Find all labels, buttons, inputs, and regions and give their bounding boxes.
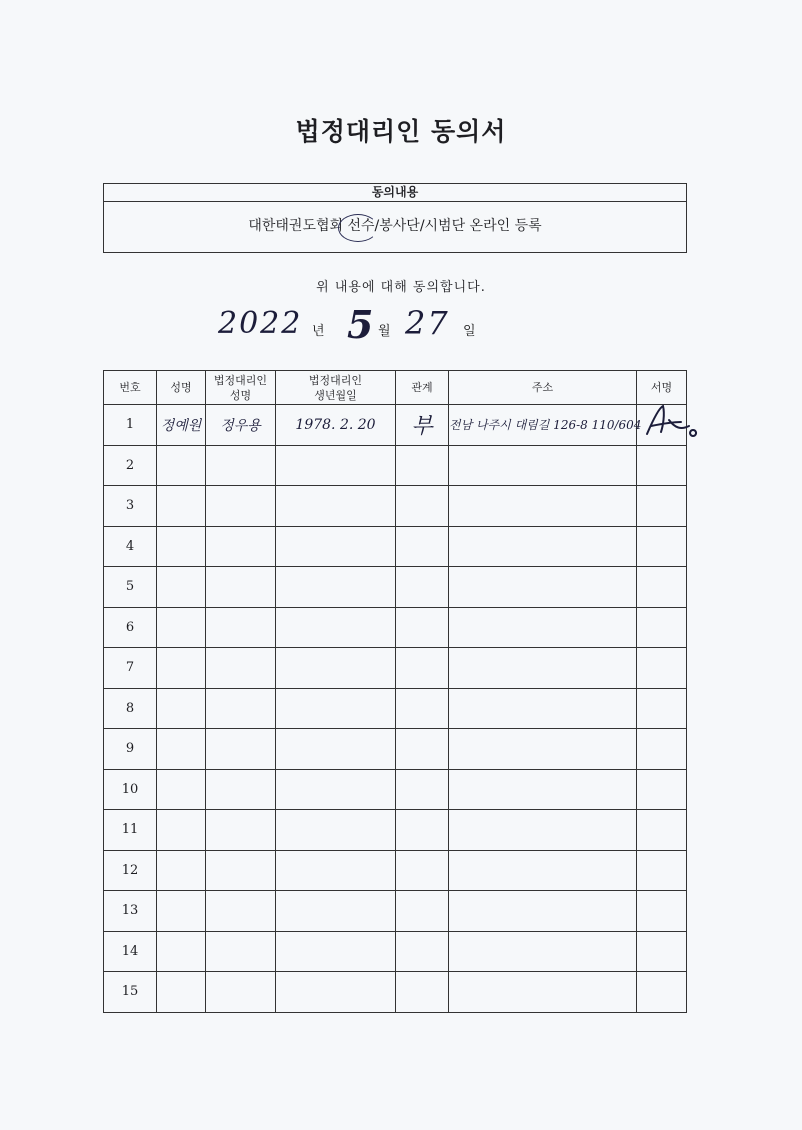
consent-box-text: 대한태권도협회 선수/봉사단/시범단 온라인 등록 <box>248 218 542 234</box>
signature-cell <box>637 769 687 810</box>
guardian-name <box>206 891 276 932</box>
guardian-name <box>206 850 276 891</box>
table-row <box>104 729 687 770</box>
signature-cell <box>637 567 687 608</box>
row-number: 1 <box>104 405 157 446</box>
row-number: 12 <box>104 850 157 891</box>
address <box>449 891 637 932</box>
handwritten-circle-mark <box>338 214 378 242</box>
row-number: 10 <box>104 769 157 810</box>
guardian-name <box>206 769 276 810</box>
guardian-birthdate: 1978. 2. 20 <box>276 405 396 446</box>
header-signature: 서명 <box>637 371 687 405</box>
row-number: 3 <box>104 486 157 527</box>
student-name <box>157 526 206 567</box>
address <box>449 810 637 851</box>
relation <box>396 972 449 1013</box>
table-row <box>104 850 687 891</box>
table-row <box>104 567 687 608</box>
address <box>449 567 637 608</box>
student-name <box>157 688 206 729</box>
guardian-name <box>206 688 276 729</box>
address <box>449 607 637 648</box>
header-guardian-birthdate: 법정대리인 생년월일 <box>276 371 396 405</box>
relation <box>396 486 449 527</box>
relation <box>396 688 449 729</box>
handwritten-year: 2022 <box>218 306 303 341</box>
student-name <box>157 891 206 932</box>
row-number: 2 <box>104 445 157 486</box>
relation <box>396 648 449 689</box>
guardian-birthdate <box>276 526 396 567</box>
address <box>449 648 637 689</box>
guardian-birthdate <box>276 486 396 527</box>
student-name <box>157 648 206 689</box>
table-row <box>104 445 687 486</box>
table-row <box>104 931 687 972</box>
row-number: 5 <box>104 567 157 608</box>
guardian-birthdate <box>276 850 396 891</box>
guardian-name <box>206 931 276 972</box>
table-row <box>104 405 687 446</box>
page-title: 법정대리인 동의서 <box>295 117 507 146</box>
address <box>449 972 637 1013</box>
guardian-birthdate <box>276 607 396 648</box>
address <box>449 769 637 810</box>
signature-cell <box>637 486 687 527</box>
guardian-birthdate <box>276 729 396 770</box>
header-name: 성명 <box>157 371 206 405</box>
consent-box-header: 동의내용 <box>104 184 686 202</box>
year-unit: 년 <box>312 324 325 339</box>
date-line <box>0 300 802 360</box>
table-row <box>104 526 687 567</box>
row-number: 9 <box>104 729 157 770</box>
relation <box>396 891 449 932</box>
table-row <box>104 891 687 932</box>
student-name <box>157 931 206 972</box>
relation <box>396 931 449 972</box>
relation: 부 <box>396 405 449 446</box>
relation <box>396 526 449 567</box>
address <box>449 445 637 486</box>
signature-cell <box>637 445 687 486</box>
guardian-name: 정우용 <box>206 405 276 446</box>
guardian-birthdate <box>276 648 396 689</box>
signature-cell <box>637 850 687 891</box>
consent-box-body <box>104 202 686 252</box>
table-header-row <box>104 371 687 405</box>
signature-cell <box>637 526 687 567</box>
guardian-name <box>206 607 276 648</box>
header-address: 주소 <box>449 371 637 405</box>
relation <box>396 567 449 608</box>
table-row <box>104 972 687 1013</box>
table-row <box>104 688 687 729</box>
row-number: 15 <box>104 972 157 1013</box>
address <box>449 850 637 891</box>
guardian-name <box>206 445 276 486</box>
guardian-name <box>206 486 276 527</box>
signature-cell <box>637 972 687 1013</box>
relation <box>396 445 449 486</box>
student-name <box>157 850 206 891</box>
guardian-birthdate <box>276 972 396 1013</box>
guardian-birthdate <box>276 810 396 851</box>
signature-cell <box>637 607 687 648</box>
guardian-birthdate <box>276 688 396 729</box>
guardian-name <box>206 810 276 851</box>
consent-content-box <box>103 183 687 253</box>
guardian-birthdate <box>276 931 396 972</box>
guardian-birthdate <box>276 567 396 608</box>
table-body <box>104 405 687 1013</box>
table-row <box>104 769 687 810</box>
row-number: 14 <box>104 931 157 972</box>
month-unit: 월 <box>378 324 391 339</box>
table-row <box>104 648 687 689</box>
guardian-name <box>206 648 276 689</box>
relation <box>396 607 449 648</box>
header-guardian-name: 법정대리인 성명 <box>206 371 276 405</box>
address <box>449 526 637 567</box>
guardian-name <box>206 972 276 1013</box>
handwritten-month: 5 <box>347 302 374 347</box>
signature-cell <box>637 729 687 770</box>
guardian-birthdate <box>276 445 396 486</box>
table-row <box>104 607 687 648</box>
student-name <box>157 607 206 648</box>
guardian-name <box>206 729 276 770</box>
address <box>449 931 637 972</box>
student-name <box>157 972 206 1013</box>
address <box>449 729 637 770</box>
row-number: 11 <box>104 810 157 851</box>
student-name <box>157 729 206 770</box>
guardian-birthdate <box>276 891 396 932</box>
student-name <box>157 445 206 486</box>
relation <box>396 729 449 770</box>
student-name <box>157 810 206 851</box>
signature-cell <box>637 688 687 729</box>
guardian-table <box>103 370 687 1013</box>
header-relation: 관계 <box>396 371 449 405</box>
relation <box>396 810 449 851</box>
row-number: 13 <box>104 891 157 932</box>
address <box>449 486 637 527</box>
signature-mark <box>641 400 701 440</box>
row-number: 7 <box>104 648 157 689</box>
handwritten-day: 27 <box>405 304 450 342</box>
signature-cell <box>637 810 687 851</box>
consent-statement: 위 내용에 대해 동의합니다. <box>316 280 486 295</box>
signature-cell <box>637 648 687 689</box>
day-unit: 일 <box>463 324 476 339</box>
student-name <box>157 567 206 608</box>
guardian-name <box>206 567 276 608</box>
signature-cell <box>637 931 687 972</box>
table-row <box>104 486 687 527</box>
student-name <box>157 769 206 810</box>
guardian-name <box>206 526 276 567</box>
row-number: 8 <box>104 688 157 729</box>
guardian-birthdate <box>276 769 396 810</box>
address: 전남 나주시 대림길 126-8 110/604 <box>449 405 637 446</box>
student-name: 정예원 <box>157 405 206 446</box>
row-number: 4 <box>104 526 157 567</box>
address <box>449 688 637 729</box>
table-row <box>104 810 687 851</box>
header-number: 번호 <box>104 371 157 405</box>
relation <box>396 850 449 891</box>
student-name <box>157 486 206 527</box>
relation <box>396 769 449 810</box>
row-number: 6 <box>104 607 157 648</box>
signature-cell <box>637 891 687 932</box>
